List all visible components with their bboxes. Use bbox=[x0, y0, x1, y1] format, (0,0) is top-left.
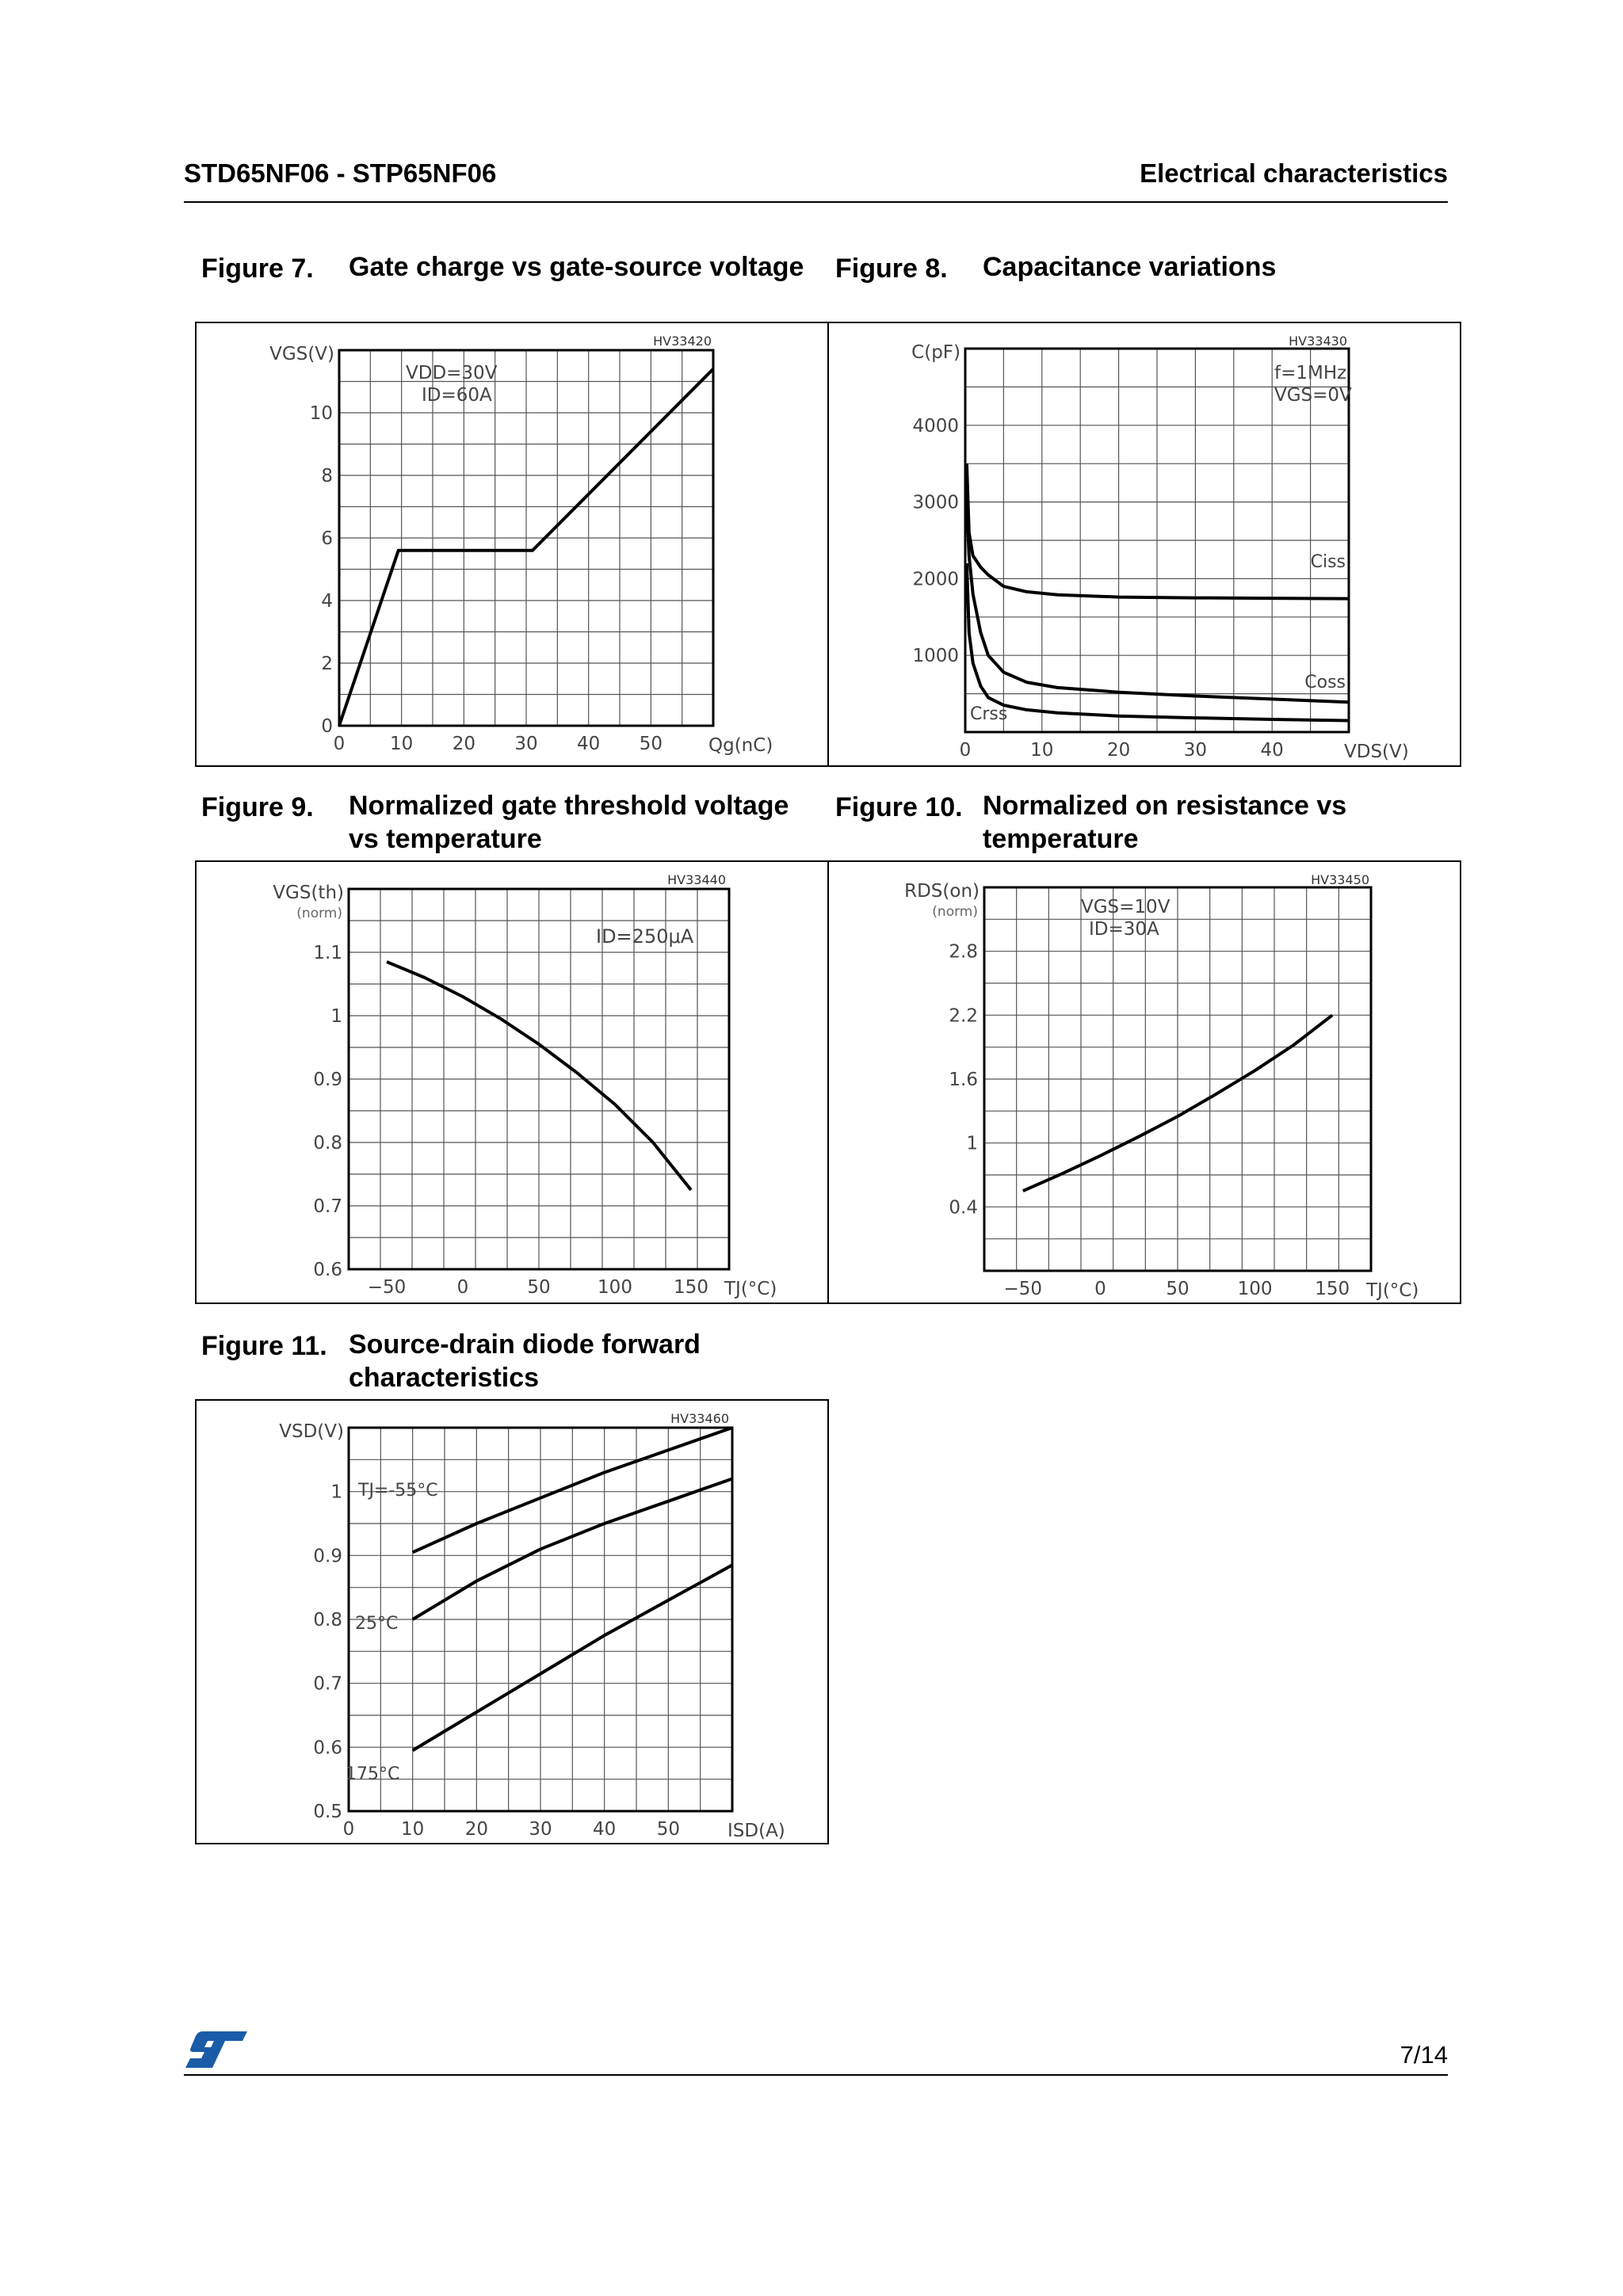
y-tick-label: 1 bbox=[966, 1133, 978, 1154]
y-tick-label: 1000 bbox=[912, 646, 959, 667]
figure-10-title bbox=[983, 789, 1346, 856]
x-tick-label: 150 bbox=[674, 1277, 708, 1298]
figure-9-title-line-2: vs temperature bbox=[349, 824, 542, 854]
y-tick-label: 1 bbox=[330, 1006, 342, 1027]
x-tick-label: 40 bbox=[577, 734, 601, 754]
series-label: Ciss bbox=[1310, 552, 1346, 572]
x-axis-label: TJ(°C) bbox=[1366, 1280, 1419, 1301]
figure-11-number: Figure 11. bbox=[201, 1331, 327, 1361]
document-header-left: STD65NF06 - STP65NF06 bbox=[184, 158, 497, 188]
grid-lines bbox=[339, 350, 713, 726]
figure-9-box bbox=[195, 860, 829, 1304]
figure-10-title-line-1: Normalized on resistance vs bbox=[983, 791, 1347, 821]
y-tick-label: 6 bbox=[321, 528, 333, 549]
x-tick-label: 0 bbox=[456, 1277, 469, 1298]
y-tick-label: 0.5 bbox=[313, 1802, 342, 1822]
figure-7-title-line: Gate charge vs gate-source voltage bbox=[349, 252, 804, 282]
figure-11-title-line-1: Source-drain diode forward bbox=[349, 1329, 701, 1360]
y-tick-label: 1 bbox=[330, 1482, 342, 1503]
y-tick-label: 0.7 bbox=[313, 1196, 342, 1217]
x-tick-label: 50 bbox=[527, 1277, 551, 1298]
figure-11-title bbox=[349, 1328, 701, 1394]
x-tick-label: 10 bbox=[390, 734, 414, 754]
y-axis-label-sub: (norm) bbox=[296, 906, 342, 921]
series-label: Crss bbox=[970, 704, 1008, 724]
chart-annotation: VGS=10V bbox=[1081, 897, 1170, 917]
y-axis-label: C(pF) bbox=[911, 342, 960, 363]
y-tick-label: 0.7 bbox=[313, 1673, 342, 1695]
document-header-right: Electrical characteristics bbox=[1140, 158, 1448, 188]
figure-9-title bbox=[349, 789, 789, 856]
figure-code: HV33440 bbox=[667, 872, 726, 887]
x-axis-label: Qg(nC) bbox=[708, 735, 773, 756]
x-tick-label: 30 bbox=[514, 734, 538, 754]
y-tick-label: 0.6 bbox=[313, 1737, 342, 1759]
figure-7-number: Figure 7. bbox=[201, 254, 314, 284]
x-tick-label: 50 bbox=[1166, 1279, 1190, 1299]
chart-annotation: VGS=0V bbox=[1274, 385, 1352, 406]
series-label: Coss bbox=[1304, 673, 1346, 692]
figure-9-number: Figure 9. bbox=[201, 792, 314, 822]
x-axis-label: ISD(A) bbox=[727, 1821, 785, 1841]
y-tick-label: 0.8 bbox=[313, 1133, 342, 1154]
grid-lines bbox=[965, 349, 1349, 732]
x-tick-label: 40 bbox=[593, 1819, 617, 1840]
y-tick-label: 2.8 bbox=[949, 941, 978, 963]
figure-10-title-line-2: temperature bbox=[983, 824, 1139, 854]
y-axis-label: VGS(V) bbox=[269, 344, 334, 364]
figure-8-title bbox=[983, 250, 1276, 284]
y-axis-label: VGS(th) bbox=[273, 883, 344, 903]
figure-8-number: Figure 8. bbox=[835, 254, 948, 284]
series-label: TJ=-55°C bbox=[358, 1481, 438, 1501]
chart-annotation: VDD=30V bbox=[406, 363, 498, 383]
figure-7-chart bbox=[197, 323, 827, 765]
x-tick-label: 0 bbox=[333, 734, 346, 754]
x-tick-label: 0 bbox=[959, 740, 972, 761]
page-number: 7/14 bbox=[1400, 2041, 1448, 2069]
y-axis-label: VSD(V) bbox=[279, 1421, 344, 1442]
y-tick-label: 4 bbox=[321, 591, 333, 612]
footer-rule bbox=[184, 2074, 1448, 2076]
x-tick-label: 10 bbox=[401, 1819, 425, 1840]
y-tick-label: 0.8 bbox=[313, 1610, 342, 1630]
y-tick-label: 1.1 bbox=[313, 943, 342, 963]
figure-7-box bbox=[195, 322, 829, 767]
figure-8-title-line: Capacitance variations bbox=[983, 252, 1277, 282]
figure-code: HV33420 bbox=[653, 334, 712, 349]
x-tick-label: −50 bbox=[367, 1277, 407, 1298]
x-tick-label: 150 bbox=[1315, 1279, 1350, 1299]
x-axis-label: TJ(°C) bbox=[724, 1279, 777, 1299]
y-tick-label: 8 bbox=[321, 466, 333, 486]
x-tick-label: 30 bbox=[1183, 740, 1208, 761]
y-tick-label: 2000 bbox=[912, 569, 959, 590]
figure-8-box bbox=[827, 322, 1461, 767]
y-tick-label: 10 bbox=[309, 403, 333, 424]
x-tick-label: 20 bbox=[452, 734, 475, 754]
chart-annotation: ID=60A bbox=[422, 385, 492, 406]
y-tick-label: 1.6 bbox=[949, 1070, 978, 1090]
figure-9-title-line-1: Normalized gate threshold voltage bbox=[349, 791, 789, 821]
x-tick-label: 40 bbox=[1260, 740, 1284, 761]
y-tick-label: 3000 bbox=[912, 492, 959, 513]
st-logo bbox=[184, 2028, 250, 2075]
chart-annotation: ID=30A bbox=[1089, 919, 1159, 940]
figure-code: HV33430 bbox=[1289, 334, 1347, 349]
st-logo-icon bbox=[184, 2028, 250, 2071]
figure-10-box bbox=[827, 860, 1461, 1304]
series-label: 175°C bbox=[346, 1764, 400, 1784]
figure-code: HV33450 bbox=[1311, 872, 1369, 887]
y-tick-label: 0.9 bbox=[313, 1546, 342, 1567]
y-tick-label: 0 bbox=[321, 716, 333, 737]
x-tick-label: 50 bbox=[639, 734, 663, 754]
x-tick-label: 0 bbox=[342, 1819, 355, 1840]
x-tick-label: 100 bbox=[598, 1277, 632, 1298]
y-tick-label: 0.6 bbox=[313, 1260, 342, 1280]
grid-lines bbox=[984, 887, 1371, 1271]
x-tick-label: 0 bbox=[1094, 1279, 1106, 1299]
y-axis-label: RDS(on) bbox=[904, 881, 980, 902]
figure-8-chart bbox=[829, 323, 1460, 765]
figure-11-title-line-2: characteristics bbox=[349, 1363, 540, 1393]
y-tick-label: 0.9 bbox=[313, 1070, 342, 1090]
x-tick-label: 50 bbox=[656, 1819, 680, 1840]
figure-10-chart bbox=[829, 862, 1460, 1302]
series-line-2 bbox=[967, 502, 1349, 703]
chart-annotation: f=1MHz bbox=[1274, 363, 1347, 383]
y-tick-label: 4000 bbox=[912, 415, 959, 437]
x-tick-label: 20 bbox=[1106, 740, 1131, 761]
figure-11-chart bbox=[197, 1401, 827, 1843]
figure-11-box bbox=[195, 1399, 829, 1844]
y-tick-label: 0.4 bbox=[949, 1197, 978, 1219]
x-tick-label: 10 bbox=[1030, 740, 1054, 761]
x-tick-label: −50 bbox=[1003, 1279, 1043, 1299]
x-tick-label: 30 bbox=[529, 1819, 552, 1840]
figure-9-chart bbox=[197, 862, 827, 1302]
y-tick-label: 2 bbox=[321, 654, 333, 674]
header-rule bbox=[184, 201, 1448, 203]
series-label: 25°C bbox=[355, 1614, 399, 1634]
x-tick-label: 20 bbox=[464, 1819, 488, 1840]
figure-10-number: Figure 10. bbox=[835, 792, 963, 822]
y-tick-label: 2.2 bbox=[949, 1005, 978, 1027]
x-tick-label: 100 bbox=[1237, 1279, 1273, 1299]
figure-7-title bbox=[349, 250, 804, 284]
figure-code: HV33460 bbox=[670, 1411, 729, 1426]
series-line-3 bbox=[967, 563, 1349, 721]
x-axis-label: VDS(V) bbox=[1344, 742, 1409, 762]
y-axis-label-sub: (norm) bbox=[932, 904, 978, 920]
chart-annotation: ID=250μA bbox=[596, 925, 694, 948]
